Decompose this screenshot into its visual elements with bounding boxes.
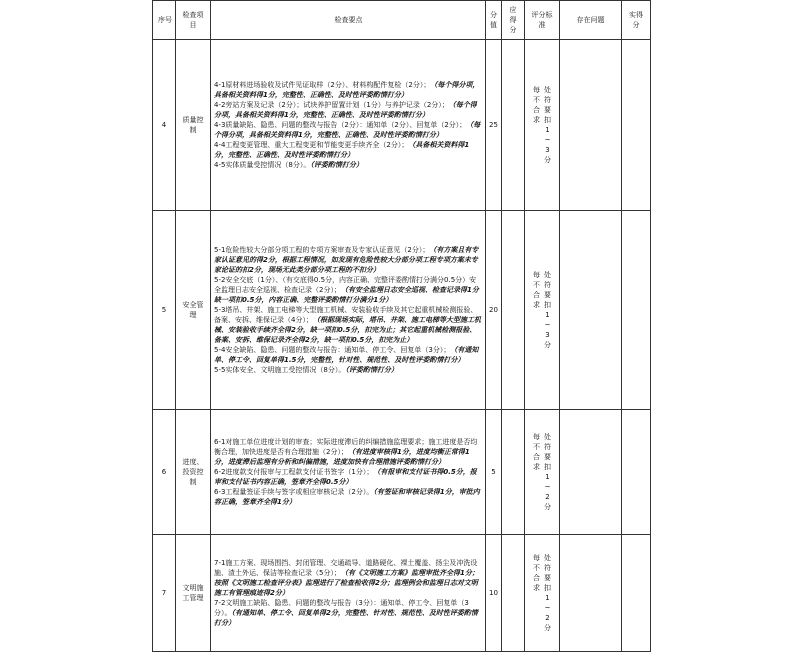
should-score-cell[interactable] <box>502 40 525 211</box>
row-number: 7 <box>153 535 176 652</box>
check-point-text: 4-1原材料进场验收及试件见证取样（2分）、材料构配件复检（2分）； <box>214 81 431 89</box>
check-point-text: 5-4安全缺陷、隐患、问题的整改与报告：通知单、停工令、回复单（3分）； <box>214 346 451 354</box>
check-point-line <box>214 467 483 487</box>
scoring-standard-text <box>525 270 559 350</box>
check-point-text: 4-5实体质量受控情况（8分）。 <box>214 161 311 169</box>
scoring-standard <box>525 410 560 535</box>
check-point-note: （有安全监理日志安全巡视、检查记录得1分缺一项扣0.5分，内容正确、完整评委酌情打分满分1分） <box>214 286 479 304</box>
score-value: 20 <box>486 211 502 410</box>
check-point-line <box>214 305 483 345</box>
check-point-text: 4-2旁站方案及记录（2分）；试块养护留置计划（1分）与养护记录（2分）； <box>214 101 449 109</box>
check-point-text: 6-1对施工单位进度计划的审查；实际进度滞后的纠编措施监理要求；施工进度是否均衡合理，加快进度是否有合理措施（2分）； <box>214 438 478 456</box>
actual-score-cell[interactable] <box>622 40 651 211</box>
check-point-note: （有签证和审核记录得1分，审批内容正确，签章齐全得1分） <box>214 488 480 506</box>
check-points <box>211 211 486 410</box>
check-point-note: （有通知单、停工令、回复单得2分，完整性、针对性、规范性、及时性评委酌情打分） <box>214 609 478 627</box>
header-issue: 存在问题 <box>560 1 622 40</box>
header-no: 序号 <box>153 1 176 40</box>
issue-cell[interactable] <box>560 40 622 211</box>
check-point-note: （评委酌情打分） <box>310 161 363 169</box>
header-item: 检查项目 <box>176 1 211 40</box>
check-point-note: （每个得分项，具备相关资料得1分，完整性、正确性、及时性评委酌情打分） <box>214 81 480 99</box>
check-point-line <box>214 345 483 365</box>
check-point-line <box>214 160 483 170</box>
check-point-text: 5-1危险性较大分部分项工程的专项方案审查及专家认证意见（2分）； <box>214 246 430 254</box>
check-point-text: 6-3工程量签证手续与签字或相应审核记录（2分）。 <box>214 488 374 496</box>
check-point-line <box>214 100 483 120</box>
check-point-text: 7-2文明施工缺陷、隐患、问题的整改与报告（3分）：通知单、停工令、回复单（3分）。 <box>214 599 469 617</box>
actual-score-cell[interactable] <box>622 535 651 652</box>
score-value: 10 <box>486 535 502 652</box>
inspection-table-page <box>152 0 648 652</box>
inspection-table <box>152 0 651 652</box>
scoring-standard-col-a: 每不合求 <box>533 433 540 471</box>
check-point-note: （评委酌情打分） <box>345 366 398 374</box>
check-item <box>176 40 211 211</box>
header-score: 分值 <box>486 1 502 40</box>
table-body <box>153 40 651 652</box>
check-point-text: 5-2安全交底（1分）、（有交底得0.5分，内容正确、完整评委酌情打分满分0.5分）安全监理日志安全巡视、检查记录（2分）； <box>214 276 477 294</box>
scoring-standard-text <box>525 553 559 633</box>
row-number: 4 <box>153 40 176 211</box>
scoring-standard-col-b: 处符要扣1~3分 <box>544 86 551 164</box>
check-point-line <box>214 365 483 375</box>
check-point-text: 4-3质量缺陷、隐患、问题的整改与报告（2分）：通知单（2分）、回复单（2分）； <box>214 121 467 129</box>
scoring-standard-text <box>525 85 559 165</box>
check-point-line <box>214 80 483 100</box>
check-item-label: 文明施工管理 <box>182 584 204 602</box>
header-points: 检查要点 <box>211 1 486 40</box>
check-item <box>176 535 211 652</box>
should-score-cell[interactable] <box>502 535 525 652</box>
check-points <box>211 535 486 652</box>
check-point-note: （有进度审核得1分，进度均衡正常得1分，进度滞后监理有分析和纠偏措施，进度加快有合理措施评委酌情打分） <box>214 448 470 466</box>
score-value: 25 <box>486 40 502 211</box>
check-point-line <box>214 140 483 160</box>
check-point-line <box>214 487 483 507</box>
check-item-label: 安全管理 <box>182 301 204 319</box>
scoring-standard-col-b: 处符要扣1~2分 <box>544 554 551 632</box>
check-item <box>176 410 211 535</box>
check-point-text: 6-2进度款支付报审与工程款支付证书签字（1分）； <box>214 468 374 476</box>
check-point-line <box>214 598 483 628</box>
check-point-note: （有方案且有专家认证意见的得2分，根据工程情况，如发现有危险性较大分部分项工程专项方案未专家论证的扣2分，现场无此类分部分项工程的不扣分） <box>214 246 479 274</box>
check-point-text: 7-1施工方案、现场围挡、封闭管理、交通疏导、道路硬化、裸土覆盖、扬尘及冲洗设施、渣土外运、保洁等检查记录（5分）； <box>214 559 478 577</box>
check-point-text: 5-5实体安全、文明施工受控情况（8分）。 <box>214 366 346 374</box>
check-point-line <box>214 275 483 305</box>
row-number: 6 <box>153 410 176 535</box>
check-point-line <box>214 245 483 275</box>
issue-cell[interactable] <box>560 211 622 410</box>
header-std: 评分标准 <box>525 1 560 40</box>
table-row <box>153 40 651 211</box>
scoring-standard <box>525 535 560 652</box>
scoring-standard-col-b: 处符要扣1~2分 <box>544 433 551 511</box>
check-point-line <box>214 558 483 598</box>
check-point-text: 5-3塔吊、井架、施工电梯等大型施工机械、安装验收手续及其它起重机械检测报验、备案、安拆、维保记录（4分）； <box>214 306 478 324</box>
check-points <box>211 410 486 535</box>
table-row <box>153 410 651 535</box>
actual-score-cell[interactable] <box>622 410 651 535</box>
issue-cell[interactable] <box>560 535 622 652</box>
scoring-standard-col-a: 每不合求 <box>533 554 540 592</box>
check-point-note: （根据现场实际，塔吊、井架、施工电梯等大型施工机械、安装验收手续齐全得2分，缺一项扣0.5分，扣完为止；其它起重机械检测报验、备案、安拆、维保记录齐全得2分，缺一项扣0.5分，扣完为止） <box>214 316 481 344</box>
check-point-note: （有报审和支付证书得0.5分，报审和支付证书内容正确，签章齐全得0.5分） <box>214 468 477 486</box>
check-point-note: （每个得分项，具备相关资料得1分，完整性、正确性、及时性评委酌情打分） <box>214 121 481 139</box>
should-score-cell[interactable] <box>502 410 525 535</box>
score-value: 5 <box>486 410 502 535</box>
scoring-standard-text <box>525 432 559 512</box>
scoring-standard-col-a: 每不合求 <box>533 271 540 309</box>
header-should: 应得分 <box>502 1 525 40</box>
table-header-row <box>153 1 651 40</box>
scoring-standard-col-b: 处符要扣1~3分 <box>544 271 551 349</box>
check-item <box>176 211 211 410</box>
check-item-label: 质量控制 <box>182 116 204 134</box>
check-point-note: （有通知单、停工令、回复单得1.5分，完整性，针对性、规范性、及时性评委酌情打分） <box>214 346 479 364</box>
check-point-text: 4-4工程变更管理、重大工程变更和节能变更手续齐全（2分）； <box>214 141 409 149</box>
check-points <box>211 40 486 211</box>
header-actual: 实得分 <box>622 1 651 40</box>
table-row <box>153 211 651 410</box>
scoring-standard <box>525 40 560 211</box>
scoring-standard <box>525 211 560 410</box>
should-score-cell[interactable] <box>502 211 525 410</box>
actual-score-cell[interactable] <box>622 211 651 410</box>
table-row <box>153 535 651 652</box>
scoring-standard-col-a: 每不合求 <box>533 86 540 124</box>
check-point-note: （有《文明施工方案》监理审批齐全得1分；按照《文明施工检查评分表》监理进行了检查检收得2分；监理例会和监理日志对文明施工有管理痕迹得2分） <box>214 569 479 597</box>
check-point-note: （每个得分项，具备相关资料得1分，完整性、正确性、及时性评委酌情打分） <box>214 101 477 119</box>
row-number: 5 <box>153 211 176 410</box>
check-point-line <box>214 120 483 140</box>
issue-cell[interactable] <box>560 410 622 535</box>
check-point-note: （具备相关资料得1分，完整性、正确性、及时性评委酌情打分） <box>214 141 470 159</box>
check-point-line <box>214 437 483 467</box>
check-item-label: 进度、投资控制 <box>182 458 204 486</box>
